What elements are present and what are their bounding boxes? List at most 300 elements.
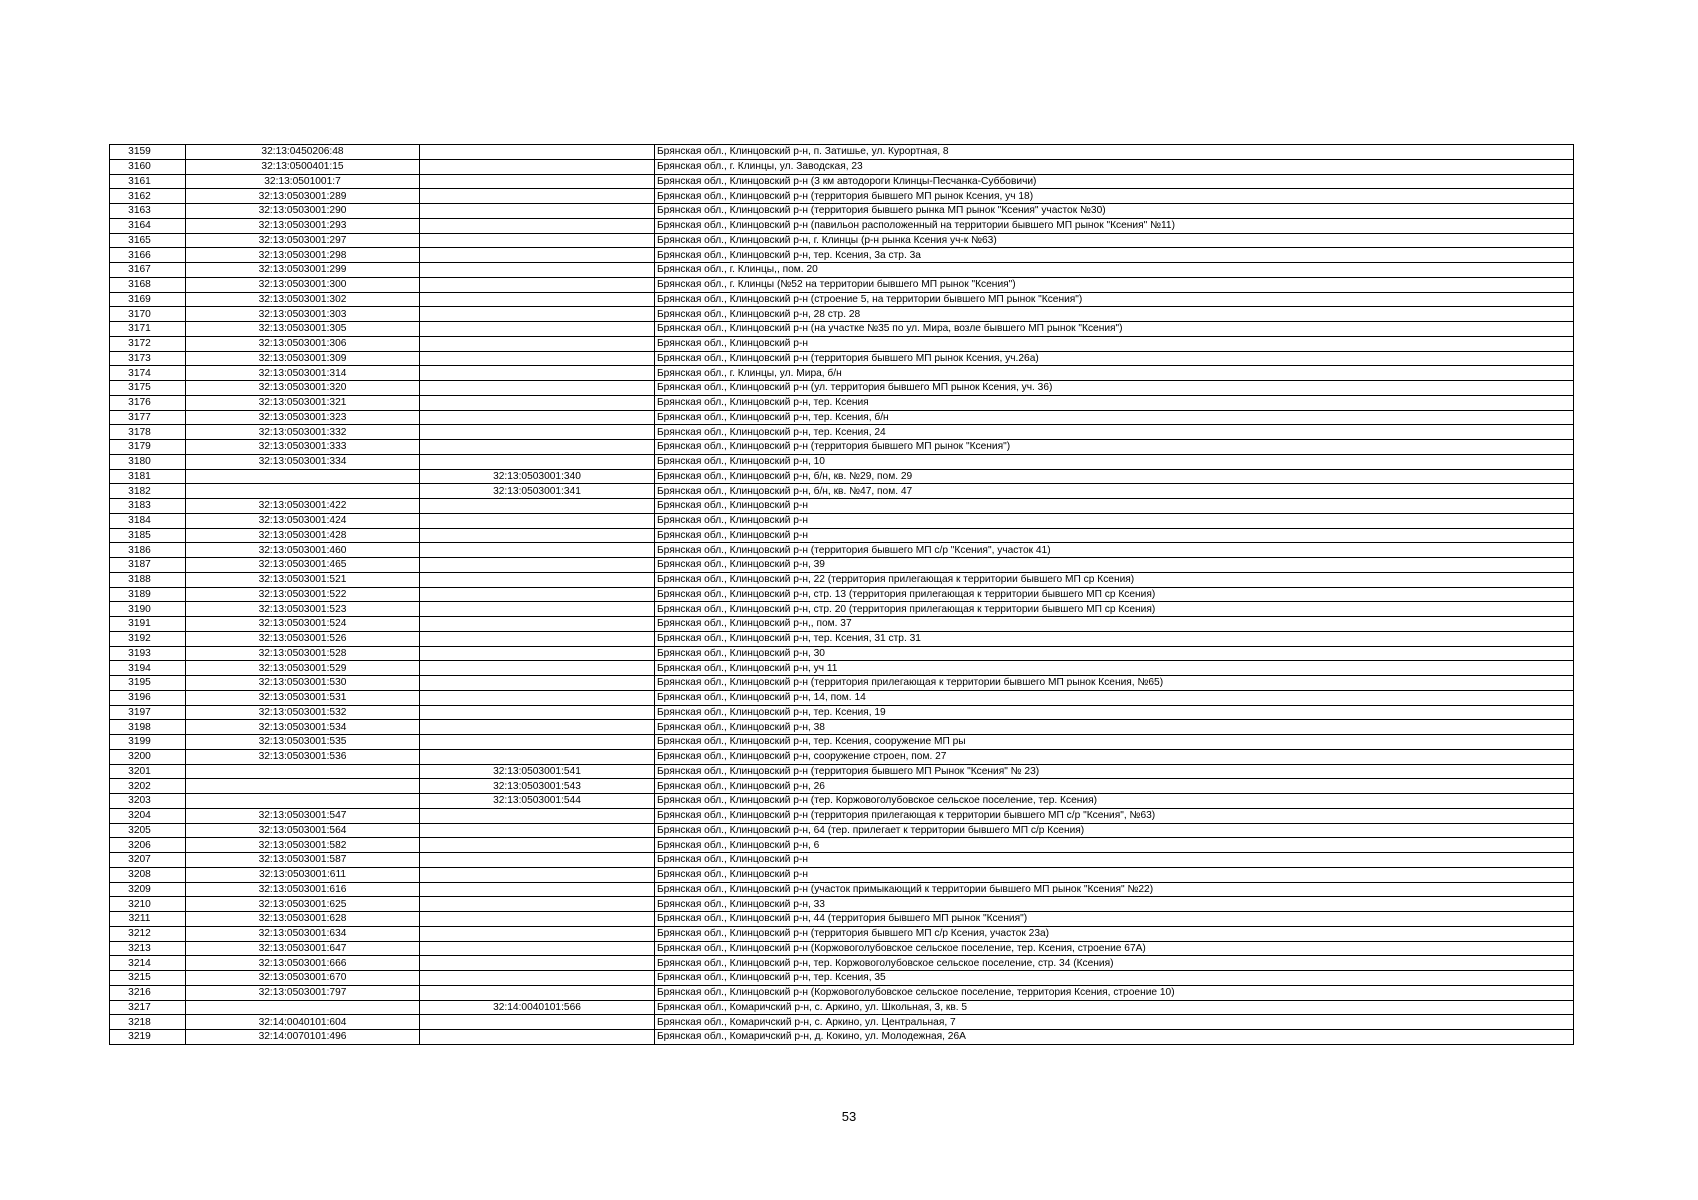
row-number-cell: 3167 (110, 263, 186, 278)
table-row (110, 484, 1574, 499)
row-number-cell: 3209 (110, 882, 186, 897)
address-cell: Брянская обл., Клинцовский р-н (655, 528, 1574, 543)
row-number-cell: 3176 (110, 395, 186, 410)
row-number-cell: 3175 (110, 381, 186, 396)
row-number-cell: 3193 (110, 646, 186, 661)
building-number-cell (420, 145, 655, 160)
address-cell: Брянская обл., Клинцовский р-н,, пом. 37 (655, 617, 1574, 632)
address-cell: Брянская обл., Клинцовский р-н, тер. Ксения, 24 (655, 425, 1574, 440)
building-number-cell (420, 646, 655, 661)
table-row (110, 248, 1574, 263)
parcel-number-cell: 32:14:0070101:496 (186, 1030, 420, 1045)
table-row (110, 985, 1574, 1000)
row-number-cell: 3192 (110, 631, 186, 646)
building-number-cell: 32:13:0503001:341 (420, 484, 655, 499)
row-number-cell: 3204 (110, 808, 186, 823)
building-number-cell (420, 351, 655, 366)
row-number-cell: 3213 (110, 941, 186, 956)
table-row (110, 440, 1574, 455)
address-cell: Брянская обл., Клинцовский р-н, 44 (территория бывшего МП рынок "Ксения") (655, 912, 1574, 927)
table-row (110, 853, 1574, 868)
table-row (110, 1015, 1574, 1030)
parcel-number-cell: 32:13:0503001:428 (186, 528, 420, 543)
parcel-number-cell: 32:13:0503001:303 (186, 307, 420, 322)
parcel-number-cell: 32:13:0503001:422 (186, 499, 420, 514)
row-number-cell: 3191 (110, 617, 186, 632)
table-row (110, 912, 1574, 927)
building-number-cell (420, 941, 655, 956)
building-number-cell (420, 705, 655, 720)
building-number-cell (420, 867, 655, 882)
row-number-cell: 3199 (110, 735, 186, 750)
parcel-number-cell: 32:13:0503001:300 (186, 277, 420, 292)
parcel-number-cell: 32:13:0503001:528 (186, 646, 420, 661)
row-number-cell: 3200 (110, 749, 186, 764)
row-number-cell: 3178 (110, 425, 186, 440)
building-number-cell (420, 543, 655, 558)
address-cell: Брянская обл., Клинцовский р-н (Коржовоголубовское сельское поселение, территория Ксения, строение 10) (655, 985, 1574, 1000)
table-row (110, 971, 1574, 986)
building-number-cell (420, 956, 655, 971)
address-cell: Брянская обл., Клинцовский р-н, стр. 20 (территория прилегающая к территории бывшего МП ср Ксения) (655, 602, 1574, 617)
address-cell: Брянская обл., Клинцовский р-н, 33 (655, 897, 1574, 912)
table-row (110, 617, 1574, 632)
table-row (110, 735, 1574, 750)
table-row (110, 395, 1574, 410)
row-number-cell: 3219 (110, 1030, 186, 1045)
building-number-cell: 32:13:0503001:541 (420, 764, 655, 779)
address-cell: Брянская обл., Комаричский р-н, с. Аркино, ул. Школьная, 3, кв. 5 (655, 1000, 1574, 1015)
address-cell: Брянская обл., Клинцовский р-н, тер. Ксения, 31 стр. 31 (655, 631, 1574, 646)
address-cell: Брянская обл., Клинцовский р-н, б/н, кв. №29, пом. 29 (655, 469, 1574, 484)
row-number-cell: 3174 (110, 366, 186, 381)
building-number-cell (420, 690, 655, 705)
table-row (110, 941, 1574, 956)
row-number-cell: 3197 (110, 705, 186, 720)
building-number-cell (420, 336, 655, 351)
table-row (110, 779, 1574, 794)
parcel-number-cell: 32:13:0503001:670 (186, 971, 420, 986)
address-cell: Брянская обл., Клинцовский р-н (территория бывшего МП рынок Ксения, уч 18) (655, 189, 1574, 204)
row-number-cell: 3181 (110, 469, 186, 484)
table-row (110, 602, 1574, 617)
table-row (110, 720, 1574, 735)
building-number-cell (420, 189, 655, 204)
table-row (110, 366, 1574, 381)
building-number-cell (420, 174, 655, 189)
row-number-cell: 3183 (110, 499, 186, 514)
table-row (110, 646, 1574, 661)
row-number-cell: 3180 (110, 454, 186, 469)
parcel-number-cell: 32:13:0503001:524 (186, 617, 420, 632)
row-number-cell: 3186 (110, 543, 186, 558)
building-number-cell (420, 735, 655, 750)
building-number-cell (420, 381, 655, 396)
building-number-cell (420, 366, 655, 381)
parcel-number-cell: 32:13:0503001:521 (186, 572, 420, 587)
table-row (110, 867, 1574, 882)
table-row (110, 513, 1574, 528)
parcel-number-cell: 32:13:0503001:465 (186, 558, 420, 573)
building-number-cell (420, 233, 655, 248)
building-number-cell (420, 204, 655, 219)
row-number-cell: 3190 (110, 602, 186, 617)
building-number-cell (420, 159, 655, 174)
row-number-cell: 3188 (110, 572, 186, 587)
table-row (110, 926, 1574, 941)
parcel-number-cell (186, 484, 420, 499)
table-row (110, 351, 1574, 366)
address-cell: Брянская обл., Клинцовский р-н, б/н, кв. №47, пом. 47 (655, 484, 1574, 499)
parcel-number-cell: 32:13:0503001:523 (186, 602, 420, 617)
row-number-cell: 3216 (110, 985, 186, 1000)
address-cell: Брянская обл., Клинцовский р-н (территория прилегающая к территории бывшего МП рынок Ксения, №65) (655, 676, 1574, 691)
address-cell: Брянская обл., Клинцовский р-н, 28 стр. 28 (655, 307, 1574, 322)
row-number-cell: 3208 (110, 867, 186, 882)
address-cell: Брянская обл., Клинцовский р-н (территория прилегающая к территории бывшего МП с/р "Ксения", №63) (655, 808, 1574, 823)
parcel-number-cell: 32:13:0503001:616 (186, 882, 420, 897)
page-number: 53 (841, 1109, 857, 1124)
parcel-number-cell (186, 764, 420, 779)
row-number-cell: 3170 (110, 307, 186, 322)
row-number-cell: 3172 (110, 336, 186, 351)
building-number-cell: 32:13:0503001:544 (420, 794, 655, 809)
address-cell: Брянская обл., г. Клинцы (№52 на территории бывшего МП рынок "Ксения") (655, 277, 1574, 292)
address-cell: Брянская обл., Клинцовский р-н (на участке №35 по ул. Мира, возле бывшего МП рынок "Ксения") (655, 322, 1574, 337)
parcel-number-cell: 32:13:0503001:530 (186, 676, 420, 691)
parcel-number-cell: 32:13:0503001:535 (186, 735, 420, 750)
address-cell: Брянская обл., Клинцовский р-н (территория бывшего рынка МП рынок "Ксения" участок №30) (655, 204, 1574, 219)
building-number-cell (420, 528, 655, 543)
parcel-number-cell: 32:13:0503001:634 (186, 926, 420, 941)
property-table-body (110, 145, 1574, 1045)
address-cell: Брянская обл., Клинцовский р-н, уч 11 (655, 661, 1574, 676)
address-cell: Брянская обл., Клинцовский р-н (территория бывшего МП с/р "Ксения", участок 41) (655, 543, 1574, 558)
row-number-cell: 3185 (110, 528, 186, 543)
table-row (110, 558, 1574, 573)
row-number-cell: 3212 (110, 926, 186, 941)
address-cell: Брянская обл., Клинцовский р-н (655, 513, 1574, 528)
table-row (110, 882, 1574, 897)
address-cell: Брянская обл., Клинцовский р-н, стр. 13 (территория прилегающая к территории бывшего МП ср Ксения) (655, 587, 1574, 602)
address-cell: Брянская обл., Клинцовский р-н (655, 499, 1574, 514)
table-row (110, 336, 1574, 351)
parcel-number-cell (186, 469, 420, 484)
parcel-number-cell: 32:13:0503001:299 (186, 263, 420, 278)
building-number-cell (420, 1015, 655, 1030)
row-number-cell: 3198 (110, 720, 186, 735)
table-row (110, 897, 1574, 912)
building-number-cell (420, 602, 655, 617)
building-number-cell (420, 926, 655, 941)
table-row (110, 381, 1574, 396)
building-number-cell (420, 985, 655, 1000)
parcel-number-cell: 32:13:0503001:532 (186, 705, 420, 720)
parcel-number-cell: 32:13:0503001:320 (186, 381, 420, 396)
address-cell: Брянская обл., Клинцовский р-н (территория бывшего МП рынок "Ксения") (655, 440, 1574, 455)
table-row (110, 690, 1574, 705)
table-row (110, 838, 1574, 853)
table-row (110, 159, 1574, 174)
building-number-cell (420, 676, 655, 691)
parcel-number-cell: 32:13:0503001:302 (186, 292, 420, 307)
row-number-cell: 3179 (110, 440, 186, 455)
parcel-number-cell: 32:13:0500401:15 (186, 159, 420, 174)
building-number-cell (420, 572, 655, 587)
parcel-number-cell: 32:13:0503001:460 (186, 543, 420, 558)
table-row (110, 233, 1574, 248)
table-row (110, 410, 1574, 425)
address-cell: Брянская обл., Клинцовский р-н, 30 (655, 646, 1574, 661)
row-number-cell: 3159 (110, 145, 186, 160)
address-cell: Брянская обл., Комаричский р-н, с. Аркино, ул. Центральная, 7 (655, 1015, 1574, 1030)
building-number-cell (420, 263, 655, 278)
address-cell: Брянская обл., Клинцовский р-н (655, 336, 1574, 351)
parcel-number-cell: 32:13:0503001:587 (186, 853, 420, 868)
table-row (110, 218, 1574, 233)
building-number-cell (420, 499, 655, 514)
row-number-cell: 3211 (110, 912, 186, 927)
row-number-cell: 3171 (110, 322, 186, 337)
parcel-number-cell: 32:13:0503001:547 (186, 808, 420, 823)
address-cell: Брянская обл., Клинцовский р-н, 10 (655, 454, 1574, 469)
row-number-cell: 3217 (110, 1000, 186, 1015)
property-table (109, 144, 1574, 1045)
table-row (110, 322, 1574, 337)
address-cell: Брянская обл., Клинцовский р-н, 38 (655, 720, 1574, 735)
parcel-number-cell: 32:13:0503001:628 (186, 912, 420, 927)
parcel-number-cell: 32:13:0503001:321 (186, 395, 420, 410)
row-number-cell: 3162 (110, 189, 186, 204)
address-cell: Брянская обл., Клинцовский р-н, тер. Коржовоголубовское сельское поселение, стр. 34 (Ксения) (655, 956, 1574, 971)
building-number-cell: 32:14:0040101:566 (420, 1000, 655, 1015)
parcel-number-cell: 32:13:0503001:582 (186, 838, 420, 853)
row-number-cell: 3214 (110, 956, 186, 971)
parcel-number-cell: 32:13:0503001:797 (186, 985, 420, 1000)
address-cell: Брянская обл., Клинцовский р-н (участок примыкающий к территории бывшего МП рынок "Ксения" №22) (655, 882, 1574, 897)
parcel-number-cell: 32:13:0503001:297 (186, 233, 420, 248)
row-number-cell: 3168 (110, 277, 186, 292)
row-number-cell: 3163 (110, 204, 186, 219)
address-cell: Брянская обл., Клинцовский р-н (тер. Коржовоголубовское сельское поселение, тер. Ксения) (655, 794, 1574, 809)
table-row (110, 528, 1574, 543)
building-number-cell (420, 277, 655, 292)
parcel-number-cell: 32:13:0503001:424 (186, 513, 420, 528)
table-row (110, 189, 1574, 204)
table-row (110, 956, 1574, 971)
parcel-number-cell: 32:13:0503001:531 (186, 690, 420, 705)
row-number-cell: 3194 (110, 661, 186, 676)
parcel-number-cell: 32:13:0503001:522 (186, 587, 420, 602)
address-cell: Брянская обл., Клинцовский р-н, 14, пом. 14 (655, 690, 1574, 705)
address-cell: Брянская обл., Клинцовский р-н (655, 867, 1574, 882)
building-number-cell (420, 440, 655, 455)
address-cell: Брянская обл., Клинцовский р-н (строение 5, на территории бывшего МП рынок "Ксения") (655, 292, 1574, 307)
table-row (110, 808, 1574, 823)
table-row (110, 1000, 1574, 1015)
building-number-cell (420, 749, 655, 764)
table-row (110, 572, 1574, 587)
building-number-cell (420, 720, 655, 735)
table-row (110, 749, 1574, 764)
parcel-number-cell (186, 1000, 420, 1015)
building-number-cell (420, 1030, 655, 1045)
parcel-number-cell: 32:13:0503001:529 (186, 661, 420, 676)
address-cell: Брянская обл., Клинцовский р-н, тер. Ксения, 35 (655, 971, 1574, 986)
address-cell: Брянская обл., Клинцовский р-н, 39 (655, 558, 1574, 573)
building-number-cell (420, 307, 655, 322)
table-row (110, 204, 1574, 219)
parcel-number-cell: 32:13:0450206:48 (186, 145, 420, 160)
row-number-cell: 3210 (110, 897, 186, 912)
table-row (110, 543, 1574, 558)
building-number-cell (420, 853, 655, 868)
building-number-cell (420, 912, 655, 927)
parcel-number-cell: 32:13:0503001:334 (186, 454, 420, 469)
parcel-number-cell: 32:13:0503001:332 (186, 425, 420, 440)
address-cell: Брянская обл., Клинцовский р-н (655, 853, 1574, 868)
table-row (110, 764, 1574, 779)
row-number-cell: 3182 (110, 484, 186, 499)
building-number-cell (420, 971, 655, 986)
row-number-cell: 3195 (110, 676, 186, 691)
parcel-number-cell: 32:14:0040101:604 (186, 1015, 420, 1030)
table-row (110, 499, 1574, 514)
parcel-number-cell: 32:13:0503001:625 (186, 897, 420, 912)
parcel-number-cell: 32:13:0503001:314 (186, 366, 420, 381)
address-cell: Брянская обл., Клинцовский р-н, тер. Ксения, сооружение МП ры (655, 735, 1574, 750)
table-row (110, 794, 1574, 809)
parcel-number-cell: 32:13:0503001:333 (186, 440, 420, 455)
address-cell: Брянская обл., Клинцовский р-н (территория бывшего МП с/р Ксения, участок 23а) (655, 926, 1574, 941)
row-number-cell: 3187 (110, 558, 186, 573)
table-row (110, 277, 1574, 292)
parcel-number-cell: 32:13:0503001:323 (186, 410, 420, 425)
address-cell: Брянская обл., Клинцовский р-н, тер. Ксения (655, 395, 1574, 410)
address-cell: Брянская обл., Клинцовский р-н, тер. Ксения, б/н (655, 410, 1574, 425)
building-number-cell (420, 218, 655, 233)
row-number-cell: 3203 (110, 794, 186, 809)
building-number-cell (420, 248, 655, 263)
table-row (110, 676, 1574, 691)
parcel-number-cell: 32:13:0503001:290 (186, 204, 420, 219)
row-number-cell: 3218 (110, 1015, 186, 1030)
building-number-cell (420, 587, 655, 602)
parcel-number-cell (186, 779, 420, 794)
building-number-cell (420, 838, 655, 853)
row-number-cell: 3165 (110, 233, 186, 248)
parcel-number-cell: 32:13:0503001:306 (186, 336, 420, 351)
table-row (110, 631, 1574, 646)
building-number-cell (420, 292, 655, 307)
row-number-cell: 3169 (110, 292, 186, 307)
parcel-number-cell: 32:13:0503001:293 (186, 218, 420, 233)
parcel-number-cell: 32:13:0503001:536 (186, 749, 420, 764)
table-row (110, 587, 1574, 602)
table-row (110, 661, 1574, 676)
address-cell: Брянская обл., Клинцовский р-н, 22 (территория прилегающая к территории бывшего МП ср Ксения) (655, 572, 1574, 587)
parcel-number-cell: 32:13:0501001:7 (186, 174, 420, 189)
address-cell: Брянская обл., г. Клинцы,, пом. 20 (655, 263, 1574, 278)
parcel-number-cell: 32:13:0503001:289 (186, 189, 420, 204)
building-number-cell (420, 631, 655, 646)
parcel-number-cell (186, 794, 420, 809)
parcel-number-cell: 32:13:0503001:526 (186, 631, 420, 646)
table-row (110, 469, 1574, 484)
row-number-cell: 3205 (110, 823, 186, 838)
table-row (110, 145, 1574, 160)
row-number-cell: 3206 (110, 838, 186, 853)
address-cell: Брянская обл., Клинцовский р-н (территория бывшего МП рынок Ксения, уч.26а) (655, 351, 1574, 366)
row-number-cell: 3160 (110, 159, 186, 174)
address-cell: Брянская обл., Клинцовский р-н, г. Клинцы (р-н рынка Ксения уч-к №63) (655, 233, 1574, 248)
address-cell: Брянская обл., Клинцовский р-н (Коржовоголубовское сельское поселение, тер. Ксения, строение 67А) (655, 941, 1574, 956)
address-cell: Брянская обл., Клинцовский р-н (ул. территория бывшего МП рынок Ксения, уч. 36) (655, 381, 1574, 396)
building-number-cell (420, 513, 655, 528)
row-number-cell: 3202 (110, 779, 186, 794)
address-cell: Брянская обл., Клинцовский р-н, 6 (655, 838, 1574, 853)
row-number-cell: 3201 (110, 764, 186, 779)
row-number-cell: 3207 (110, 853, 186, 868)
address-cell: Брянская обл., Клинцовский р-н, п. Затишье, ул. Курортная, 8 (655, 145, 1574, 160)
row-number-cell: 3184 (110, 513, 186, 528)
table-row (110, 823, 1574, 838)
row-number-cell: 3189 (110, 587, 186, 602)
building-number-cell (420, 395, 655, 410)
table-row (110, 1030, 1574, 1045)
table-row (110, 705, 1574, 720)
row-number-cell: 3173 (110, 351, 186, 366)
parcel-number-cell: 32:13:0503001:305 (186, 322, 420, 337)
parcel-number-cell: 32:13:0503001:298 (186, 248, 420, 263)
address-cell: Брянская обл., г. Клинцы, ул. Мира, б/н (655, 366, 1574, 381)
address-cell: Брянская обл., Клинцовский р-н, 26 (655, 779, 1574, 794)
parcel-number-cell: 32:13:0503001:647 (186, 941, 420, 956)
table-row (110, 292, 1574, 307)
parcel-number-cell: 32:13:0503001:309 (186, 351, 420, 366)
building-number-cell (420, 425, 655, 440)
table-row (110, 307, 1574, 322)
building-number-cell (420, 617, 655, 632)
address-cell: Брянская обл., Клинцовский р-н, тер. Ксения, 3а стр. 3а (655, 248, 1574, 263)
building-number-cell (420, 322, 655, 337)
address-cell: Брянская обл., Клинцовский р-н (павильон расположенный на территории бывшего МП рынок "Ксения" №11) (655, 218, 1574, 233)
address-cell: Брянская обл., г. Клинцы, ул. Заводская, 23 (655, 159, 1574, 174)
parcel-number-cell: 32:13:0503001:611 (186, 867, 420, 882)
row-number-cell: 3196 (110, 690, 186, 705)
address-cell: Брянская обл., Клинцовский р-н, сооружение строен, пом. 27 (655, 749, 1574, 764)
building-number-cell (420, 661, 655, 676)
address-cell: Брянская обл., Клинцовский р-н (территория бывшего МП Рынок "Ксения" № 23) (655, 764, 1574, 779)
parcel-number-cell: 32:13:0503001:564 (186, 823, 420, 838)
building-number-cell: 32:13:0503001:340 (420, 469, 655, 484)
parcel-number-cell: 32:13:0503001:534 (186, 720, 420, 735)
table-row (110, 263, 1574, 278)
building-number-cell (420, 410, 655, 425)
parcel-number-cell: 32:13:0503001:666 (186, 956, 420, 971)
row-number-cell: 3177 (110, 410, 186, 425)
building-number-cell (420, 823, 655, 838)
building-number-cell (420, 454, 655, 469)
address-cell: Брянская обл., Клинцовский р-н, тер. Ксения, 19 (655, 705, 1574, 720)
row-number-cell: 3166 (110, 248, 186, 263)
address-cell: Брянская обл., Комаричский р-н, д. Кокино, ул. Молодежная, 26А (655, 1030, 1574, 1045)
building-number-cell (420, 558, 655, 573)
address-cell: Брянская обл., Клинцовский р-н, 64 (тер. прилегает к территории бывшего МП с/р Ксения) (655, 823, 1574, 838)
row-number-cell: 3161 (110, 174, 186, 189)
table-row (110, 425, 1574, 440)
address-cell: Брянская обл., Клинцовский р-н (3 км автодороги Клинцы-Песчанка-Суббовичи) (655, 174, 1574, 189)
